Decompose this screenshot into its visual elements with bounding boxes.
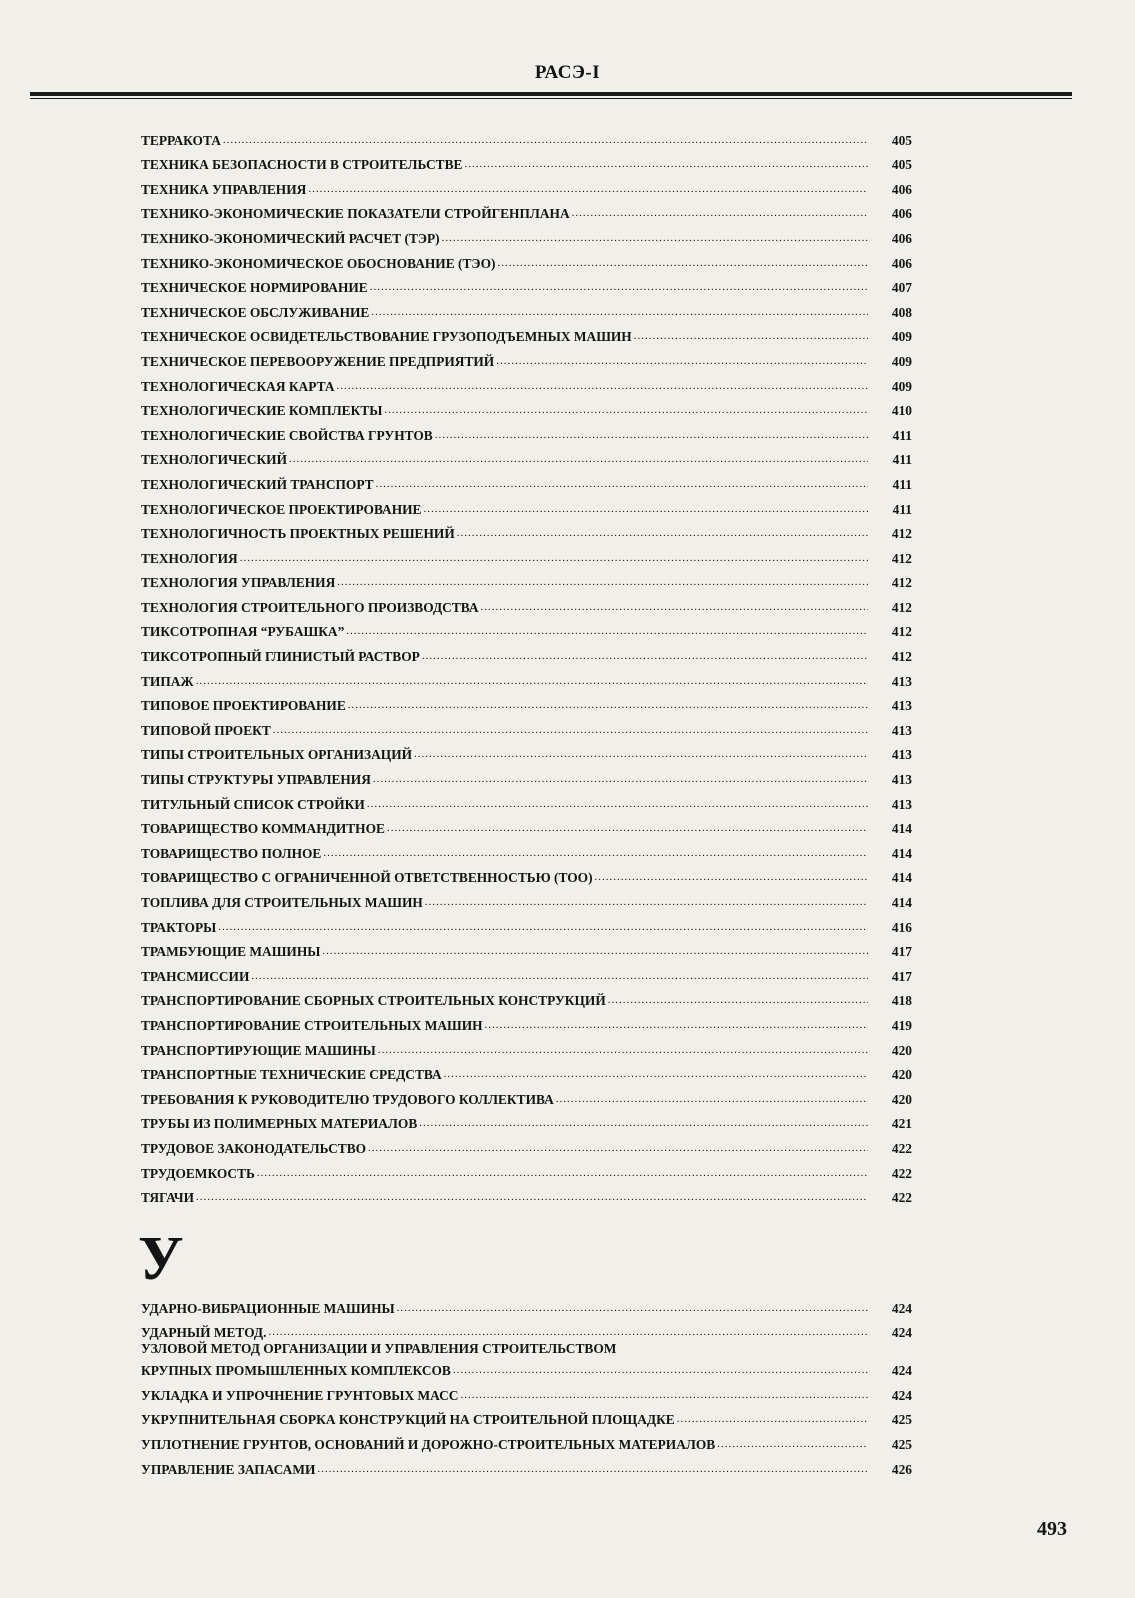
toc-entry-page: 413 xyxy=(891,772,912,788)
toc-entry xyxy=(141,886,912,911)
toc-entry-label: ТЕХНОЛОГИЧЕСКАЯ КАРТА xyxy=(141,378,335,394)
toc-entry-page: 417 xyxy=(891,944,912,960)
dot-leader xyxy=(485,1019,868,1031)
toc-entry-label: УПРАВЛЕНИЕ ЗАПАСАМИ xyxy=(141,1461,316,1477)
toc-entry xyxy=(141,1292,912,1317)
dot-leader xyxy=(317,1463,868,1475)
toc-entry xyxy=(141,1009,912,1034)
toc-entry-page: 413 xyxy=(891,747,912,763)
toc-entry-label: ТРАНСПОРТИРОВАНИЕ СБОРНЫХ СТРОИТЕЛЬНЫХ КОНСТРУКЦИЙ xyxy=(141,993,606,1009)
dot-leader xyxy=(223,134,868,146)
toc-entry-page: 425 xyxy=(891,1436,912,1452)
dot-leader xyxy=(453,1364,868,1376)
toc-entry-label: ТЕХНОЛОГИЯ УПРАВЛЕНИЯ xyxy=(141,575,336,591)
toc-entry xyxy=(141,616,912,641)
toc-entry-label: УПЛОТНЕНИЕ ГРУНТОВ, ОСНОВАНИЙ И ДОРОЖНО-СТРОИТЕЛЬНЫХ МАТЕРИАЛОВ xyxy=(141,1436,716,1452)
toc-entry xyxy=(141,763,912,788)
toc-entry xyxy=(141,222,912,247)
toc-entry xyxy=(141,272,912,297)
toc-entry xyxy=(141,862,912,887)
toc-entry xyxy=(141,247,912,272)
toc-entry-page: 414 xyxy=(891,870,912,886)
dot-leader xyxy=(373,773,868,785)
toc-entry xyxy=(141,813,912,838)
toc-entry-label: ТИПЫ СТРУКТУРЫ УПРАВЛЕНИЯ xyxy=(141,772,371,788)
dot-leader xyxy=(419,1117,868,1129)
toc-entry-label: ТИПАЖ xyxy=(141,673,194,689)
toc-entry xyxy=(141,665,912,690)
toc-entry-label: ТЕХНОЛОГИЯ xyxy=(141,550,238,566)
dot-leader xyxy=(460,1389,868,1401)
toc-entry-page: 412 xyxy=(891,575,912,591)
toc-entry xyxy=(141,1317,912,1342)
toc-entry-label: ТЕХНИЧЕСКОЕ ОБСЛУЖИВАНИЕ xyxy=(141,304,370,320)
toc-entry xyxy=(141,690,912,715)
toc-entry xyxy=(141,1404,912,1429)
toc-entry xyxy=(141,149,912,174)
dot-leader xyxy=(257,1167,868,1179)
toc-entry-label: ТЕРРАКОТА xyxy=(141,132,221,148)
toc-entry-page: 419 xyxy=(891,1017,912,1033)
toc-entry-page: 411 xyxy=(892,427,912,443)
toc-entry-page: 422 xyxy=(891,1190,912,1206)
dot-leader xyxy=(348,699,868,711)
toc-entry-page: 417 xyxy=(891,968,912,984)
toc-entry-page: 406 xyxy=(891,230,912,246)
toc-entry-page: 405 xyxy=(891,132,912,148)
toc-entry-label: ТРАНСПОРТИРОВАНИЕ СТРОИТЕЛЬНЫХ МАШИН xyxy=(141,1017,483,1033)
dot-leader xyxy=(425,896,868,908)
toc-entry-page: 420 xyxy=(891,1067,912,1083)
toc-list-t xyxy=(141,124,912,1206)
toc-entry xyxy=(141,395,912,420)
toc-entry-label: ТОВАРИЩЕСТВО С ОГРАНИЧЕННОЙ ОТВЕТСТВЕННОСТЬЮ (ТОО) xyxy=(141,870,593,886)
toc-entry-page: 411 xyxy=(892,452,912,468)
toc-list-u xyxy=(141,1292,912,1478)
toc-entry xyxy=(141,960,912,985)
toc-entry-page: 408 xyxy=(891,304,912,320)
toc-entry-label: УДАРНЫЙ МЕТОД. xyxy=(141,1325,267,1341)
toc-entry-page: 413 xyxy=(891,673,912,689)
toc-entry xyxy=(141,419,912,444)
dot-leader xyxy=(496,355,868,367)
toc-entry-label: ТЕХНОЛОГИЧЕСКИЕ СВОЙСТВА ГРУНТОВ xyxy=(141,427,433,443)
toc-entry-label: ТЕХНИЧЕСКОЕ НОРМИРОВАНИЕ xyxy=(141,280,368,296)
dot-leader xyxy=(367,798,868,810)
toc-entry xyxy=(141,739,912,764)
toc-entry-label: ТИПЫ СТРОИТЕЛЬНЫХ ОРГАНИЗАЦИЙ xyxy=(141,747,413,763)
dot-leader xyxy=(346,625,868,637)
toc-entry-page: 426 xyxy=(891,1461,912,1477)
toc-entry-page: 411 xyxy=(892,501,912,517)
dot-leader xyxy=(384,404,868,416)
toc-entry-page: 411 xyxy=(892,476,912,492)
header-rule-thick xyxy=(30,92,1072,96)
toc-entry-page: 412 xyxy=(891,526,912,542)
toc-entry-label: ТРАНСПОРТНЫЕ ТЕХНИЧЕСКИЕ СРЕДСТВА xyxy=(141,1067,442,1083)
dot-leader xyxy=(273,724,868,736)
toc-entry xyxy=(141,542,912,567)
toc-entry xyxy=(141,1132,912,1157)
dot-leader xyxy=(435,429,868,441)
toc-entry-label: ТРАНСПОРТИРУЮЩИЕ МАШИНЫ xyxy=(141,1042,376,1058)
dot-leader xyxy=(634,330,868,342)
toc-entry xyxy=(141,493,912,518)
header-rule-thin xyxy=(30,98,1072,99)
toc-entry-label: ТОВАРИЩЕСТВО КОММАНДИТНОЕ xyxy=(141,821,385,837)
toc-entry-label: ТРАМБУЮЩИЕ МАШИНЫ xyxy=(141,944,321,960)
toc-entry-page: 406 xyxy=(891,206,912,222)
toc-entry-label: ТИКСОТРОПНАЯ “РУБАШКА” xyxy=(141,624,345,640)
toc-entry-label: ТЯГАЧИ xyxy=(141,1190,195,1206)
dot-leader xyxy=(556,1093,868,1105)
toc-entry-label: ТЕХНОЛОГИЧЕСКИЙ xyxy=(141,452,287,468)
toc-entry-page: 414 xyxy=(891,895,912,910)
section-letter: У xyxy=(138,1225,184,1293)
toc-entry xyxy=(141,468,912,493)
toc-entry-page: 420 xyxy=(891,1042,912,1058)
toc-entry xyxy=(141,591,912,616)
toc-entry-page: 412 xyxy=(891,550,912,566)
dot-leader xyxy=(322,945,868,957)
toc-entry-label: ТРУДОЕМКОСТЬ xyxy=(141,1165,255,1181)
toc-entry-label: ТЕХНИКА БЕЗОПАСНОСТИ В СТРОИТЕЛЬСТВЕ xyxy=(141,157,463,173)
toc-entry xyxy=(141,1453,912,1478)
dot-leader xyxy=(481,601,868,613)
toc-entry xyxy=(141,1182,912,1207)
toc-entry-label: УЗЛОВОЙ МЕТОД ОРГАНИЗАЦИИ И УПРАВЛЕНИЯ СТРОИТЕЛЬСТВОМ xyxy=(141,1341,617,1357)
dot-leader xyxy=(608,994,868,1006)
toc-entry-label: ТЕХНИКО-ЭКОНОМИЧЕСКИЕ ПОКАЗАТЕЛИ СТРОЙГЕНПЛАНА xyxy=(141,206,570,222)
toc-entry-label: УКРУПНИТЕЛЬНАЯ СБОРКА КОНСТРУКЦИЙ НА СТРОИТЕЛЬНОЙ ПЛОЩАДКЕ xyxy=(141,1412,675,1428)
dot-leader xyxy=(422,650,868,662)
toc-entry-page: 409 xyxy=(891,329,912,345)
toc-entry-page: 412 xyxy=(891,599,912,615)
toc-entry-label: ТРАКТОРЫ xyxy=(141,919,217,935)
toc-entry-page: 412 xyxy=(891,649,912,665)
dot-leader xyxy=(387,822,868,834)
toc-entry-page: 412 xyxy=(891,624,912,640)
toc-entry xyxy=(141,518,912,543)
toc-entry-label: ТЕХНИЧЕСКОЕ ОСВИДЕТЕЛЬСТВОВАНИЕ ГРУЗОПОДЪЕМНЫХ МАШИН xyxy=(141,329,632,345)
toc-entry-page: 422 xyxy=(891,1165,912,1181)
toc-entry-label: ТЕХНИКА УПРАВЛЕНИЯ xyxy=(141,181,307,197)
toc-entry-page: 405 xyxy=(891,157,912,173)
toc-entry-page: 413 xyxy=(891,698,912,714)
dot-leader xyxy=(368,1142,868,1154)
toc-entry-page: 424 xyxy=(891,1325,912,1341)
toc-entry xyxy=(141,1034,912,1059)
dot-leader xyxy=(337,576,868,588)
toc-entry-page: 424 xyxy=(891,1300,912,1316)
toc-entry-page: 424 xyxy=(891,1363,912,1379)
toc-entry xyxy=(141,1428,912,1453)
toc-entry xyxy=(141,321,912,346)
dot-leader xyxy=(196,675,868,687)
toc-entry-page: 407 xyxy=(891,280,912,296)
toc-entry xyxy=(141,567,912,592)
toc-entry xyxy=(141,1108,912,1133)
toc-entry-page: 409 xyxy=(891,353,912,369)
toc-entry-page: 424 xyxy=(891,1387,912,1403)
toc-entry-page: 421 xyxy=(891,1116,912,1132)
toc-entry xyxy=(141,198,912,223)
toc-entry-label: ТЕХНИКО-ЭКОНОМИЧЕСКИЙ РАСЧЕТ (ТЭР) xyxy=(141,230,440,246)
dot-leader xyxy=(595,871,868,883)
dot-leader xyxy=(251,970,868,982)
toc-entry-page: 425 xyxy=(891,1412,912,1428)
toc-entry-page: 422 xyxy=(891,1140,912,1156)
dot-leader xyxy=(289,453,868,465)
toc-entry xyxy=(141,985,912,1010)
dot-leader xyxy=(371,306,868,318)
toc-entry-label: ТОПЛИВА ДЛЯ СТРОИТЕЛЬНЫХ МАШИН xyxy=(141,895,423,910)
dot-leader xyxy=(376,478,868,490)
dot-leader xyxy=(240,552,868,564)
toc-entry xyxy=(141,370,912,395)
dot-leader xyxy=(457,527,868,539)
toc-entry-page: 410 xyxy=(891,403,912,419)
toc-entry-page: 413 xyxy=(891,796,912,812)
toc-entry-label: ТИПОВОЕ ПРОЕКТИРОВАНИЕ xyxy=(141,698,346,714)
dot-leader xyxy=(423,503,868,515)
dot-leader xyxy=(717,1438,868,1450)
toc-entry xyxy=(141,837,912,862)
toc-entry xyxy=(141,936,912,961)
toc-entry-label: ТРУДОВОЕ ЗАКОНОДАТЕЛЬСТВО xyxy=(141,1140,367,1156)
toc-entry xyxy=(141,1083,912,1108)
toc-entry-label: ТЕХНИЧЕСКОЕ ПЕРЕВООРУЖЕНИЕ ПРЕДПРИЯТИЙ xyxy=(141,353,495,369)
dot-leader xyxy=(572,207,868,219)
toc-entry xyxy=(141,788,912,813)
toc-entry-page: 409 xyxy=(891,378,912,394)
dot-leader xyxy=(218,921,868,933)
toc-entry-label: ТЕХНОЛОГИЧЕСКИЙ ТРАНСПОРТ xyxy=(141,476,374,492)
dot-leader xyxy=(498,257,868,269)
toc-entry-page: 406 xyxy=(891,181,912,197)
toc-entry xyxy=(141,124,912,149)
dot-leader xyxy=(269,1326,869,1338)
toc-entry-page: 416 xyxy=(891,919,912,935)
toc-entry-label: ТЕХНОЛОГИЧНОСТЬ ПРОЕКТНЫХ РЕШЕНИЙ xyxy=(141,526,455,542)
dot-leader xyxy=(677,1413,868,1425)
toc-entry xyxy=(141,640,912,665)
toc-entry-label: ТРЕБОВАНИЯ К РУКОВОДИТЕЛЮ ТРУДОВОГО КОЛЛЕКТИВА xyxy=(141,1091,554,1107)
toc-entry-label: ТЕХНОЛОГИЧЕСКОЕ ПРОЕКТИРОВАНИЕ xyxy=(141,501,422,517)
toc-entry-label: ТОВАРИЩЕСТВО ПОЛНОЕ xyxy=(141,845,322,861)
toc-entry-label: ТЕХНИКО-ЭКОНОМИЧЕСКОЕ ОБОСНОВАНИЕ (ТЭО) xyxy=(141,255,496,271)
toc-entry-page: 413 xyxy=(891,722,912,738)
toc-entry-page: 406 xyxy=(891,255,912,271)
toc-entry xyxy=(141,1379,912,1404)
toc-entry-label: ТИТУЛЬНЫЙ СПИСОК СТРОЙКИ xyxy=(141,796,365,812)
toc-entry xyxy=(141,1059,912,1084)
toc-entry-page: 414 xyxy=(891,821,912,837)
toc-entry-label: ТРУБЫ ИЗ ПОЛИМЕРНЫХ МАТЕРИАЛОВ xyxy=(141,1116,418,1132)
dot-leader xyxy=(397,1302,868,1314)
toc-entry-label: ТРАНСМИССИИ xyxy=(141,968,250,984)
dot-leader xyxy=(444,1068,868,1080)
toc-entry-page: 418 xyxy=(891,993,912,1009)
toc-entry xyxy=(141,911,912,936)
toc-entry xyxy=(141,444,912,469)
page-header-title: РАСЭ-I xyxy=(534,62,601,83)
dot-leader xyxy=(196,1191,868,1203)
dot-leader xyxy=(442,232,868,244)
toc-entry xyxy=(141,173,912,198)
dot-leader xyxy=(464,158,868,170)
toc-entry-label: ТЕХНОЛОГИЯ СТРОИТЕЛЬНОГО ПРОИЗВОДСТВА xyxy=(141,599,479,615)
toc-entry xyxy=(141,1157,912,1182)
toc-entry xyxy=(141,714,912,739)
dot-leader xyxy=(414,748,868,760)
toc-entry-label: ТИПОВОЙ ПРОЕКТ xyxy=(141,722,271,738)
page-number: 493 xyxy=(1037,1518,1067,1540)
dot-leader xyxy=(308,183,868,195)
toc-entry xyxy=(141,296,912,321)
dot-leader xyxy=(370,281,868,293)
dot-leader xyxy=(337,380,868,392)
dot-leader xyxy=(378,1044,868,1056)
toc-entry-page: 420 xyxy=(891,1091,912,1107)
toc-entry-label: ТИКСОТРОПНЫЙ ГЛИНИСТЫЙ РАСТВОР xyxy=(141,649,420,665)
dot-leader xyxy=(323,847,868,859)
toc-entry-page: 414 xyxy=(891,845,912,861)
toc-entry-label: ТЕХНОЛОГИЧЕСКИЕ КОМПЛЕКТЫ xyxy=(141,403,383,419)
toc-entry-label: УКЛАДКА И УПРОЧНЕНИЕ ГРУНТОВЫХ МАСС xyxy=(141,1387,459,1403)
toc-entry xyxy=(141,1341,912,1379)
toc-entry-label: УДАРНО-ВИБРАЦИОННЫЕ МАШИНЫ xyxy=(141,1300,395,1316)
toc-entry xyxy=(141,345,912,370)
toc-entry-label-continued: КРУПНЫХ ПРОМЫШЛЕННЫХ КОМПЛЕКСОВ xyxy=(141,1363,451,1379)
